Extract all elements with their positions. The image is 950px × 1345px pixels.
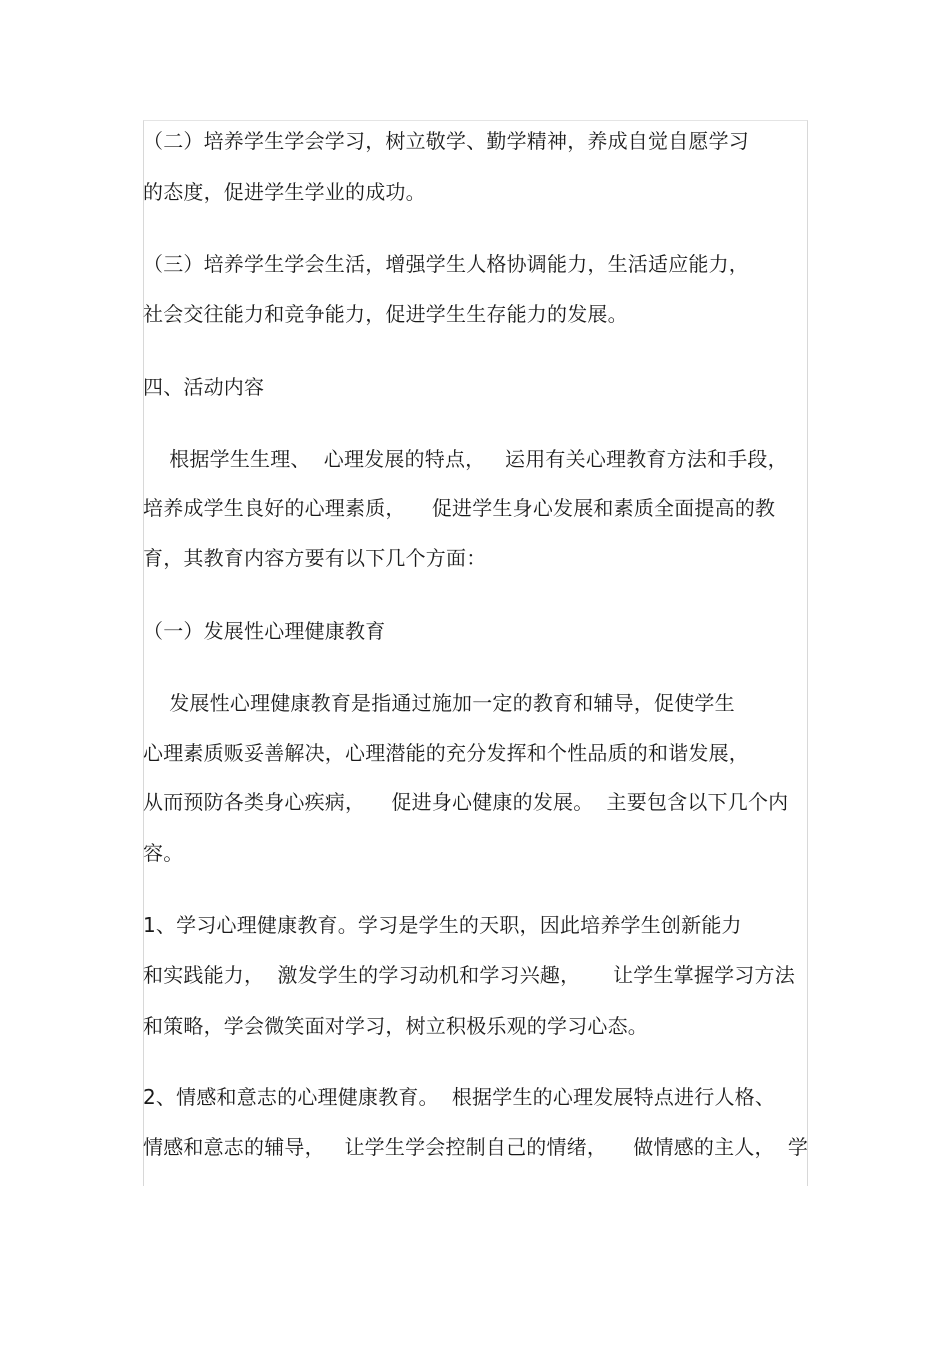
text-line: 1、学习心理健康教育。学习是学生的天职，因此培养学生创新能力 [143,913,742,937]
subsection-heading: （一）发展性心理健康教育 [143,619,386,643]
text-line: 根据学生生理、 心理发展的特点， 运用有关心理教育方法和手段， [143,447,788,471]
section-heading: 四、活动内容 [143,375,265,399]
text-line: 育，其教育内容方要有以下几个方面： [143,546,487,570]
text-line: （二）培养学生学会学习，树立敬学、勤学精神，养成自觉自愿学习 [143,129,749,153]
text-line: （三）培养学生学会生活，增强学生人格协调能力，生活适应能力， [143,252,749,276]
text-line: 发展性心理健康教育是指通过施加一定的教育和辅导，促使学生 [143,691,735,715]
text-line: 2、情感和意志的心理健康教育。 根据学生的心理发展特点进行人格、 [143,1085,776,1109]
text-line: 社会交往能力和竞争能力，促进学生生存能力的发展。 [143,302,628,326]
text-line: 的态度，促进学生学业的成功。 [143,180,426,204]
text-line: 和实践能力， 激发学生的学习动机和学习兴趣， 让学生掌握学习方法 [143,963,795,987]
text-line: 培养成学生良好的心理素质， 促进学生身心发展和素质全面提高的教 [143,496,776,520]
text-line: 和策略，学会微笑面对学习，树立积极乐观的学习心态。 [143,1014,648,1038]
text-line: 情感和意志的辅导， 让学生学会控制自己的情绪， 做情感的主人， 学 [143,1135,809,1159]
text-line: 心理素质贩妥善解决，心理潜能的充分发挥和个性品质的和谐发展， [143,741,749,765]
text-line: 从而预防各类身心疾病， 促进身心健康的发展。 主要包含以下几个内 [143,790,789,814]
text-line: 容。 [143,841,184,865]
